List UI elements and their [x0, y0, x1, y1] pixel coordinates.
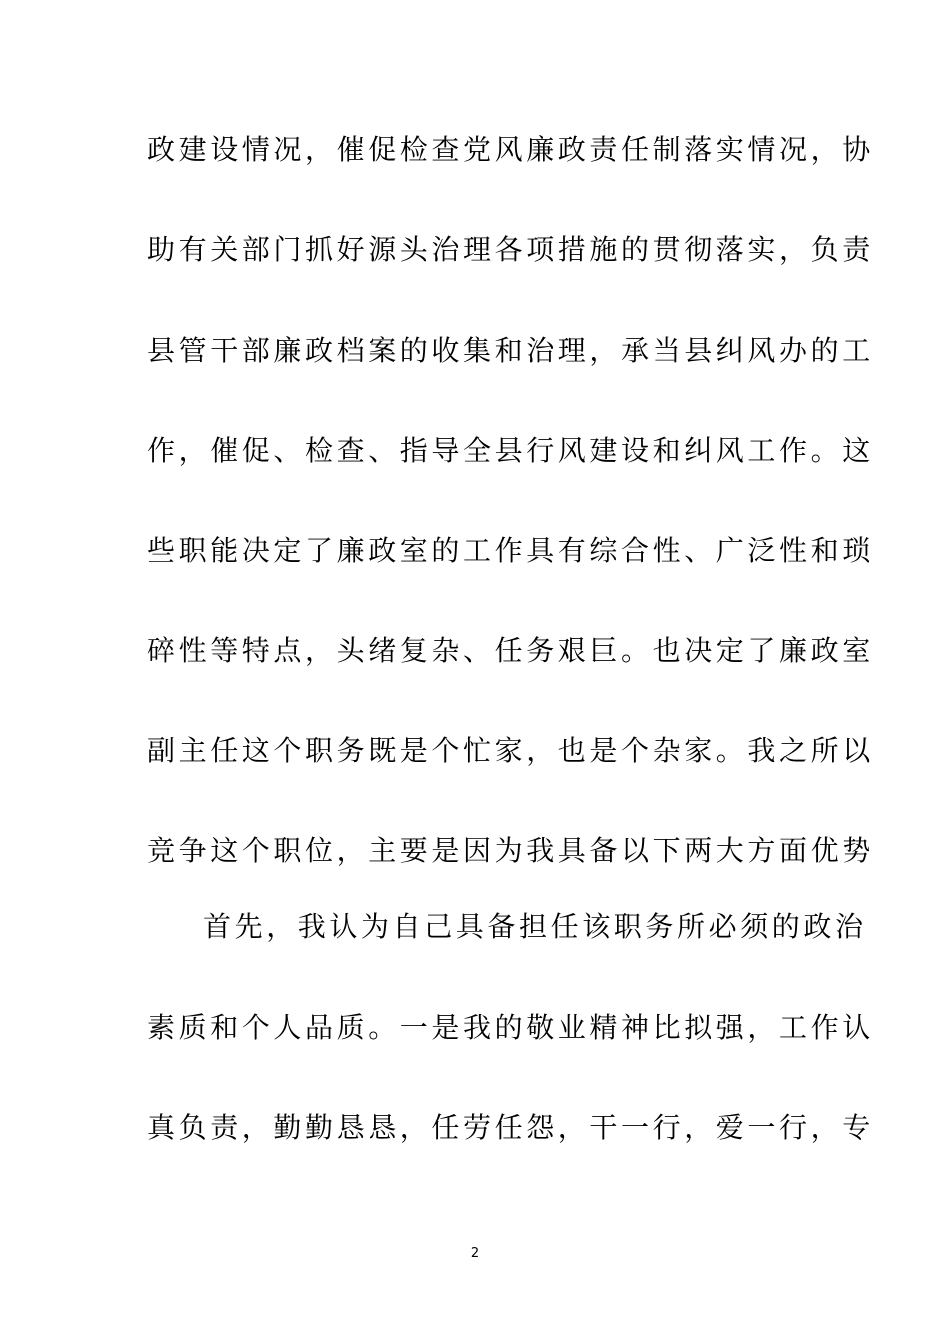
text-line: 政建设情况，催促检查党风廉政责任制落实情况，协: [147, 133, 874, 166]
page-number: 2: [470, 1246, 480, 1261]
text-line: 些职能决定了廉政室的工作具有综合性、广泛性和琐: [147, 534, 874, 567]
paragraph-first-line: 首先，我认为自己具备担任该职务所必须的政治: [203, 910, 867, 943]
text-line: 真负责，勤勤恳恳，任劳任怨，干一行，爱一行，专: [147, 1111, 874, 1144]
text-line: 碎性等特点，头绪复杂、任务艰巨。也决定了廉政室: [147, 634, 874, 667]
text-line: 助有关部门抓好源头治理各项措施的贯彻落实，负责: [147, 233, 874, 266]
text-line: 县管干部廉政档案的收集和治理，承当县纠风办的工: [147, 334, 874, 367]
text-line: 素质和个人品质。一是我的敬业精神比拟强，工作认: [147, 1011, 874, 1044]
text-line: 副主任这个职务既是个忙家，也是个杂家。我之所以: [147, 734, 874, 767]
text-line: 竞争这个职位，主要是因为我具备以下两大方面优势: [147, 834, 874, 867]
text-line: 作，催促、检查、指导全县行风建设和纠风工作。这: [147, 434, 874, 467]
